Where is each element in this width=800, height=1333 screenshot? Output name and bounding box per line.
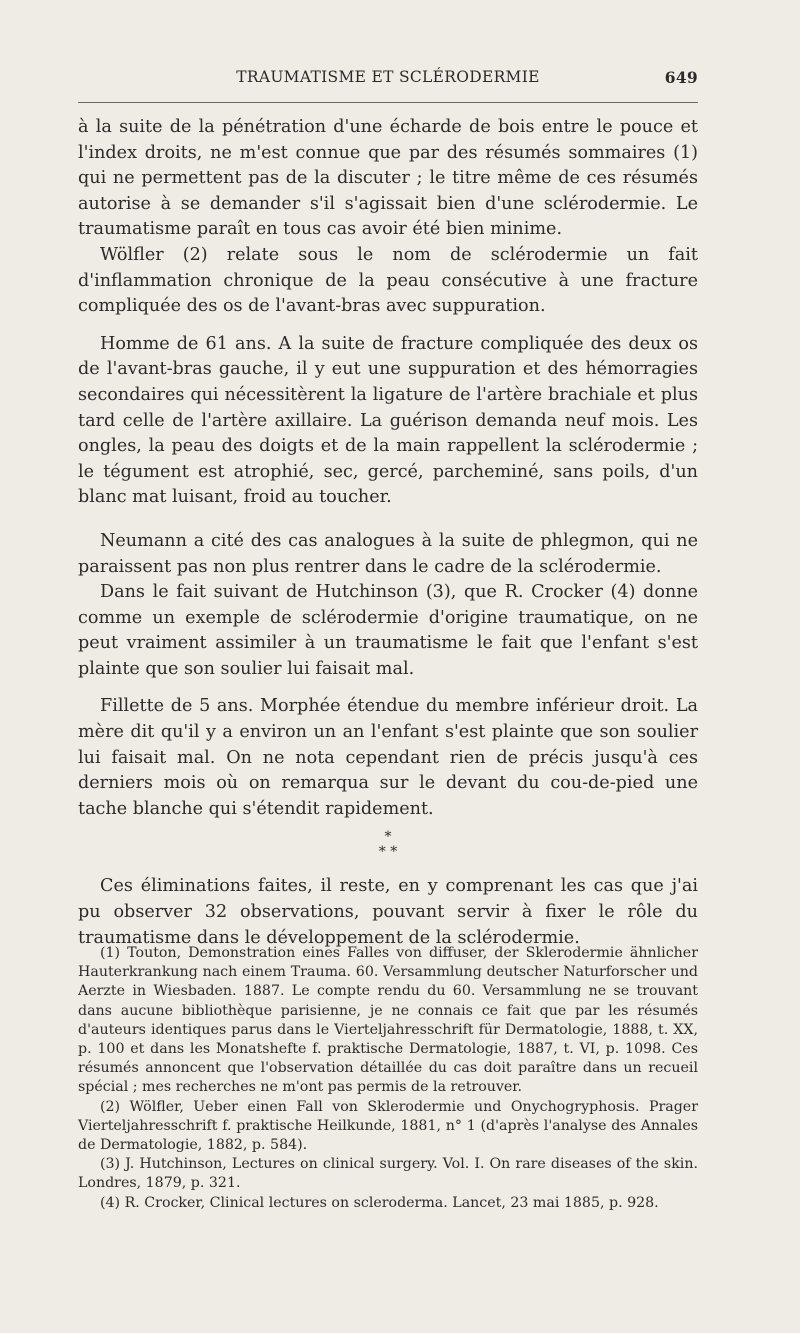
footnote: (1) Touton, Demonstration eines Falles von diffuser, der Sklerodermie ähnlicher Hauterkrankung nach einem Trauma. 60. Versammlung deutscher Naturforscher und Aerzte in Wiesbaden. 1887. Le compte rendu du 60. Versammlung ne se trouvant dans aucune bibliothèque parisienne, je ne connais ce fait que par les résumés d'auteurs identiques parus dans le Vierteljahresschrift für Dermatologie, 1888, t. XX, p. 100 et dans les Monatshefte f. praktische Dermatologie, 1887, t. VI, p. 1098. Ces résumés annoncent que l'observation détaillée du cas doit paraître dans un recueil spécial ; mes recherches ne m'ont pas permis de la retrouver. <box>78 945 698 1096</box>
header-rule <box>78 102 698 103</box>
running-title: TRAUMATISME ET SCLÉRODERMIE <box>236 68 540 86</box>
separator-star-top: * <box>384 829 392 846</box>
footnotes <box>78 944 698 1213</box>
separator-star-bottom: * * <box>378 844 398 861</box>
paragraph: Dans le fait suivant de Hutchinson (3), que R. Crocker (4) donne comme un exemple de sclérodermie d'origine traumatique, on ne peut vraiment assimiler à un traumatisme le fait que l'enfant s'est plainte que son soulier lui faisait mal. <box>78 582 698 679</box>
running-header <box>78 64 698 94</box>
footnote: (3) J. Hutchinson, Lectures on clinical surgery. Vol. I. On rare diseases of the skin. Londres, 1879, p. 321. <box>78 1156 698 1192</box>
footnote: (4) R. Crocker, Clinical lectures on scleroderma. Lancet, 23 mai 1885, p. 928. <box>100 1194 659 1211</box>
case-report: Fillette de 5 ans. Morphée étendue du membre inférieur droit. La mère dit qu'il y a environ un an l'enfant s'est plainte que son soulier lui faisait mal. On ne nota cependant rien de précis jusqu'à ces derniers mois où on remarqua sur le devant du cou-de-pied une tache blanche qui s'étendit rapidement. <box>78 696 698 819</box>
paragraph-continuation: à la suite de la pénétration d'une écharde de bois entre le pouce et l'index droits, ne m'est connue que par des résumés sommaires (1) qui ne permettent pas de la discuter ; le titre même de ces résumés autorise à se demander s'il s'agissait bien d'une sclérodermie. Le traumatisme paraît en tous cas avoir été bien minime. <box>78 117 698 240</box>
footnote: (2) Wölfler, Ueber einen Fall von Sklerodermie und Onychogryphosis. Prager Vierteljahresschrift f. praktische Heilkunde, 1881, n° 1 (d'après l'analyse des Annales de Dermatologie, 1882, p. 584). <box>78 1098 698 1154</box>
section-separator <box>78 830 698 860</box>
paragraph: Wölfler (2) relate sous le nom de sclérodermie un fait d'inflammation chronique de la peau consécutive à une fracture compliquée des os de l'avant-bras avec suppuration. <box>78 244 698 317</box>
page-number: 649 <box>664 68 698 87</box>
main-text <box>78 115 698 951</box>
paragraph: Neumann a cité des cas analogues à la suite de phlegmon, qui ne paraissent pas non plus rentrer dans le cadre de la sclérodermie. <box>78 530 698 577</box>
paragraph: Ces éliminations faites, il reste, en y comprenant les cas que j'ai pu observer 32 observations, pouvant servir à fixer le rôle du traumatisme dans le développement de la sclérodermie. <box>78 876 698 948</box>
case-report: Homme de 61 ans. A la suite de fracture compliquée des deux os de l'avant-bras gauche, il y eut une suppuration et des hémorragies secondaires qui nécessitèrent la ligature de l'artère brachiale et plus tard celle de l'artère axillaire. La guérison demanda neuf mois. Les ongles, la peau des doigts et de la main rappellent la sclérodermie ; le tégument est atrophié, sec, gercé, parcheminé, sans poils, d'un blanc mat luisant, froid au toucher. <box>78 333 698 508</box>
